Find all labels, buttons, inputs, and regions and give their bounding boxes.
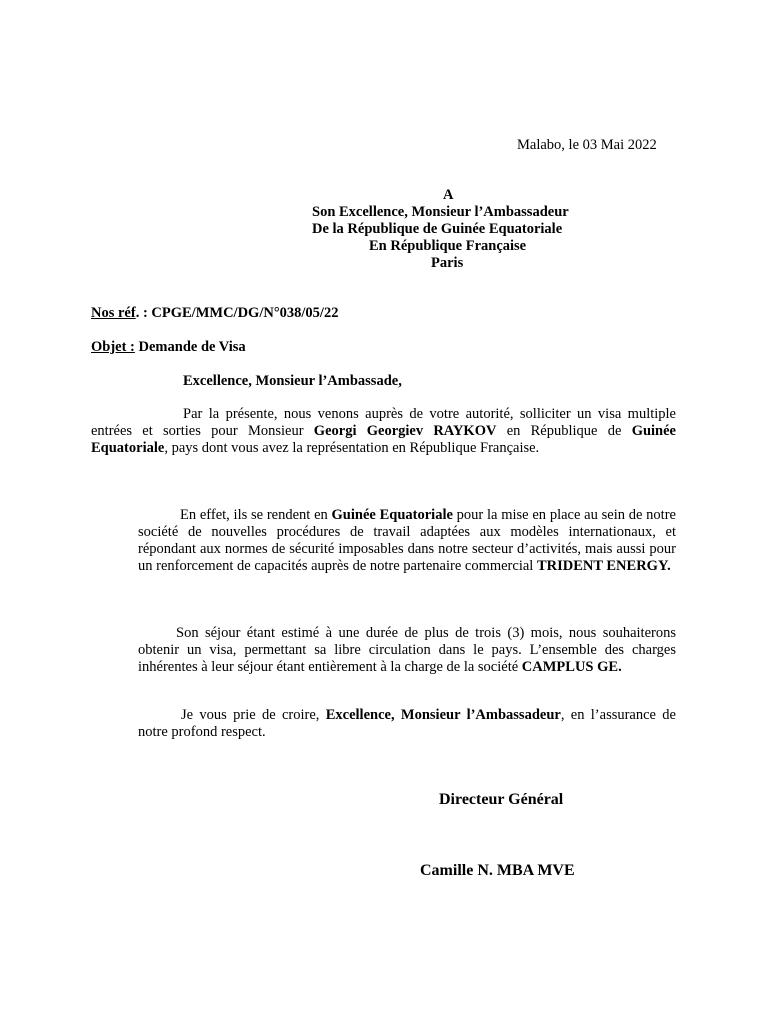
- paragraph-1: [91, 406, 676, 457]
- reference-line: [91, 305, 338, 322]
- subject-label: Objet :: [91, 339, 135, 355]
- paragraph-1-bold-2: Guinée Equatoriale: [91, 423, 676, 456]
- paragraph-2-text-1: En effet, ils se rendent en: [180, 507, 332, 523]
- reference-label: Nos réf: [91, 305, 136, 321]
- paragraph-3-bold-1: CAMPLUS GE.: [521, 659, 622, 675]
- letter-date: Malabo, le 03 Mai 2022: [517, 137, 657, 153]
- paragraph-4-text-1: Je vous prie de croire,: [181, 707, 326, 723]
- paragraph-2-bold-2: TRIDENT ENERGY.: [536, 558, 671, 574]
- paragraph-2-text-2: pour la mise en place au sein de notre société de nouvelles procédures de travail adaptées aux modèles internationaux, et répondant aux normes de sécurité imposables dans notre secteur d’activités, mais aussi pour un renforcement de capacités auprès de notre partenaire commercial: [138, 507, 676, 574]
- paragraph-3-text-1: Son séjour étant estimé à une durée de plus de trois (3) mois, nous souhaiterons obtenir un visa, permettant sa libre circulation dans le pays. L’ensemble des charges inhérentes à leur séjour étant entièrement à la charge de la société: [138, 625, 676, 675]
- recipient-line-republic: En République Française: [369, 238, 527, 254]
- paragraph-2-bold-1: Guinée Equatoriale: [331, 507, 453, 523]
- recipient-line-a: A: [443, 187, 454, 203]
- recipient-line-title: Son Excellence, Monsieur l’Ambassadeur: [312, 204, 569, 220]
- salutation: Excellence, Monsieur l’Ambassade,: [183, 373, 402, 389]
- paragraph-4-bold-1: Excellence, Monsieur l’Ambassadeur: [325, 707, 561, 723]
- paragraph-4-text-2: , en l’assurance de notre profond respect.: [138, 707, 676, 740]
- paragraph-1-text-3: , pays dont vous avez la représentation en République Française.: [164, 440, 540, 456]
- signatory-name: Camille N. MBA MVE: [420, 862, 575, 879]
- recipient-address: [300, 187, 600, 272]
- subject-value: Demande de Visa: [134, 339, 246, 355]
- recipient-line-city: Paris: [431, 255, 464, 271]
- paragraph-1-text-1: Par la présente, nous venons auprès de votre autorité, solliciter un visa multiple entrées et sorties pour Monsieur: [91, 406, 676, 439]
- paragraph-1-text-2: en République de: [496, 423, 632, 439]
- recipient-line-country: De la République de Guinée Equatoriale: [312, 221, 563, 237]
- signatory-title: Directeur Général: [439, 791, 564, 808]
- paragraph-3: [138, 625, 676, 676]
- reference-value: . : CPGE/MMC/DG/N°038/05/22: [135, 305, 339, 321]
- paragraph-2: [138, 507, 676, 575]
- subject-line: [91, 339, 246, 356]
- paragraph-1-bold-1: Georgi Georgiev RAYKOV: [313, 423, 497, 439]
- paragraph-4: [138, 707, 676, 741]
